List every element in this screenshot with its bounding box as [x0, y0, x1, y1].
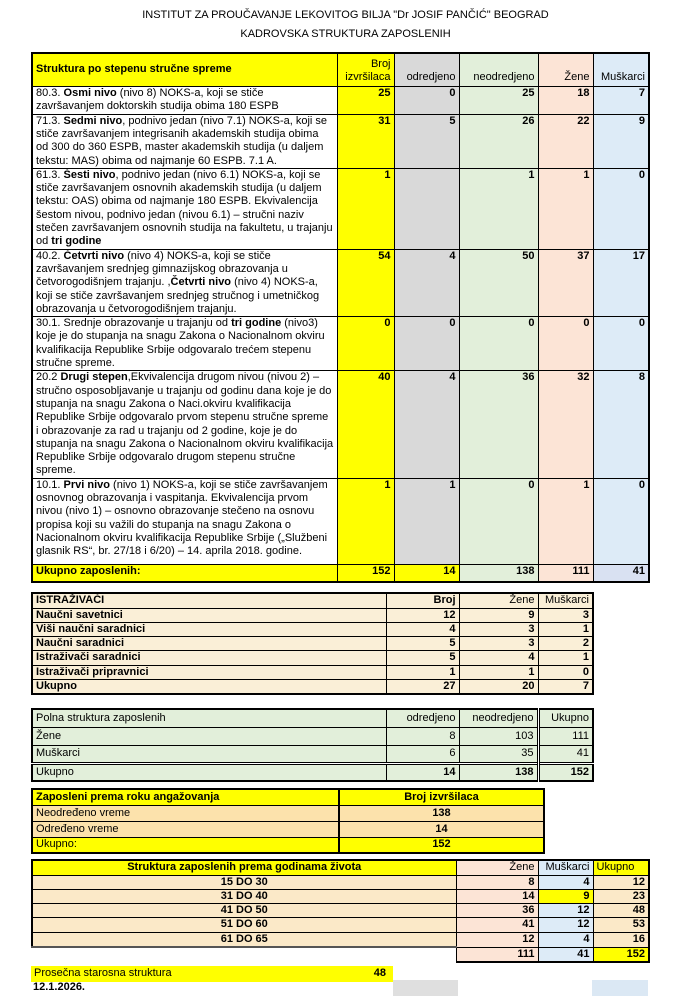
report-date: 12.1.2026.	[33, 981, 85, 993]
qualification-row	[32, 478, 649, 564]
age-label: 61 DO 65	[32, 932, 456, 947]
engagement-header-title: Zaposleni prema roku angažovanja	[32, 789, 339, 805]
engagement-value: 14	[339, 821, 544, 837]
qualification-label: 80.3. Osmi nivo (nivo 8) NOKS-a, koji se stiče završavanjem doktorskih studija obima 180 ESPB	[32, 87, 337, 115]
age-header-title: Struktura zaposlenih prema godinama života	[32, 860, 456, 875]
gender-label: Žene	[32, 727, 386, 745]
qualification-value: 0	[593, 317, 649, 371]
researchers-row	[32, 608, 593, 622]
qualification-value: 0	[394, 317, 459, 371]
age-row	[32, 904, 649, 918]
age-ukupno-value: 53	[593, 918, 649, 932]
qualification-value: 54	[337, 249, 394, 316]
age-muskarci-value: 12	[538, 918, 593, 932]
qualification-column-header: Struktura po stepenu stručne spreme	[32, 53, 337, 87]
institution-title: INSTITUT ZA PROUČAVANJE LEKOVITOG BILJA "Dr JOSIF PANČIĆ" BEOGRAD	[142, 9, 549, 21]
qualification-value	[394, 168, 459, 249]
age-muskarci-value: 4	[538, 875, 593, 889]
researchers-value: 1	[538, 622, 593, 636]
qualification-total-value: 14	[394, 564, 459, 582]
qualification-total-label: Ukupno zaposlenih:	[32, 564, 337, 582]
researchers-value: 2	[538, 637, 593, 651]
researchers-value: 5	[386, 651, 459, 665]
qualification-row	[32, 87, 649, 115]
gender-value: 8	[386, 727, 459, 745]
qualification-value: 0	[538, 317, 593, 371]
age-muskarci-value: 12	[538, 904, 593, 918]
qualification-value: 1	[538, 478, 593, 564]
qualification-value: 0	[593, 168, 649, 249]
qualification-label: 40.2. Četvrti nivo (nivo 4) NOKS-a, koji se stiče završavanjem srednjeg gimnazijskog obrazovanja u četvorogodišnjem trajanju. ,Četvrti nivo (nivo 4) NOKS-a, koji se stiče završavanjem srednjeg stručnog i umetničkog obrazovanja u četvorogodišnjem trajanju.	[32, 249, 337, 316]
qualification-column-header: neodredjeno	[459, 53, 538, 87]
gender-header-title: Polna struktura zaposlenih	[32, 709, 386, 727]
engagement-total-row	[32, 837, 544, 853]
researchers-total-value: 7	[538, 679, 593, 694]
researchers-row	[32, 622, 593, 636]
gender-total-value: 138	[459, 763, 538, 781]
qualification-value: 0	[394, 87, 459, 115]
qualification-value: 25	[337, 87, 394, 115]
researchers-label: Naučni saradnici	[32, 637, 386, 651]
age-total-ukupno: 152	[593, 947, 649, 962]
engagement-row	[32, 821, 544, 837]
gender-table-body	[32, 709, 593, 781]
qualification-value: 1	[337, 478, 394, 564]
gender-value: 103	[459, 727, 538, 745]
qualification-table-body	[32, 53, 649, 583]
average-age-bar	[31, 966, 393, 982]
age-header-muskarci: Muškarci	[538, 860, 593, 875]
qualification-row	[32, 317, 649, 371]
researchers-value: 4	[459, 651, 538, 665]
age-label: 41 DO 50	[32, 904, 456, 918]
age-ukupno-value: 12	[593, 875, 649, 889]
qualification-value: 22	[538, 114, 593, 168]
engagement-header-row	[32, 789, 544, 805]
age-row	[32, 918, 649, 932]
age-row	[32, 932, 649, 947]
engagement-table	[31, 788, 545, 854]
age-ukupno-value: 23	[593, 889, 649, 903]
gender-total-value: 152	[538, 763, 593, 781]
researchers-header-broj: Broj	[386, 593, 459, 608]
qualification-column-header: odredjeno	[394, 53, 459, 87]
age-row	[32, 889, 649, 903]
qualification-total-value: 138	[459, 564, 538, 582]
researchers-header-title: ISTRAŽIVAČI	[32, 593, 386, 608]
researchers-value: 3	[538, 608, 593, 622]
engagement-value: 138	[339, 805, 544, 821]
age-total-muskarci: 41	[538, 947, 593, 962]
age-label: 31 DO 40	[32, 889, 456, 903]
qualification-value: 25	[459, 87, 538, 115]
researchers-total-label: Ukupno	[32, 679, 386, 694]
gender-row	[32, 727, 593, 745]
age-label: 51 DO 60	[32, 918, 456, 932]
qualification-column-header: Muškarci	[593, 53, 649, 87]
qualification-total-value: 152	[337, 564, 394, 582]
engagement-row	[32, 805, 544, 821]
qualification-value: 4	[394, 249, 459, 316]
researchers-row	[32, 665, 593, 679]
gender-total-value: 14	[386, 763, 459, 781]
qualification-label: 30.1. Srednje obrazovanje u trajanju od tri godine (nivo3) koje je do stupanja na snagu Zakona o Nacionalnom okviru kvalifikacija Republike Srbije odgovaralo trećem stepenu stručne spreme.	[32, 317, 337, 371]
gender-table	[31, 708, 594, 782]
qualification-value: 36	[459, 371, 538, 478]
researchers-total-value: 27	[386, 679, 459, 694]
qualification-value: 40	[337, 371, 394, 478]
qualification-value: 0	[459, 317, 538, 371]
qualification-value: 18	[538, 87, 593, 115]
qualification-value: 37	[538, 249, 593, 316]
age-zene-value: 41	[456, 918, 538, 932]
qualification-column-header: Broj izvršilaca	[337, 53, 394, 87]
qualification-value: 0	[459, 478, 538, 564]
age-header-row	[32, 860, 649, 875]
qualification-value: 50	[459, 249, 538, 316]
researchers-value: 4	[386, 622, 459, 636]
qualification-label: 61.3. Šesti nivo, podnivo jedan (nivo 6.1) NOKS-a, koji se stiče završavanjem osnovnih akademskih studija (u daljem tekstu: OAS) obima od najmanje 180 ESPB. Ekvivalencija šestom nivou, podnivo jedan (nivou 6.1) – stručni naziv stečen završavanjem osnovnih studija na fakultetu, u trajanju od tri godine	[32, 168, 337, 249]
age-structure-table-body	[32, 860, 649, 962]
qualification-table	[31, 52, 650, 584]
qualification-value: 0	[337, 317, 394, 371]
age-structure-table	[31, 859, 650, 963]
researchers-table	[31, 592, 594, 695]
qualification-value: 1	[538, 168, 593, 249]
age-label: 15 DO 30	[32, 875, 456, 889]
age-total-blank	[32, 947, 456, 962]
researchers-label: Istraživači saradnici	[32, 651, 386, 665]
age-muskarci-value: 9	[538, 889, 593, 903]
gender-value: 41	[538, 745, 593, 763]
researchers-label: Viši naučni saradnici	[32, 622, 386, 636]
qualification-total-row	[32, 564, 649, 582]
researchers-value: 3	[459, 622, 538, 636]
age-total-zene: 111	[456, 947, 538, 962]
average-age-label: Prosečna starosna struktura	[34, 967, 172, 980]
researchers-header-row	[32, 593, 593, 608]
qualification-value: 31	[337, 114, 394, 168]
engagement-header-broj: Broj izvršilaca	[339, 789, 544, 805]
empty-blue-cell	[592, 980, 648, 996]
qualification-value: 8	[593, 371, 649, 478]
gender-total-row	[32, 763, 593, 781]
qualification-label: 10.1. Prvi nivo (nivo 1) NOKS-a, koji se stiče završavanjem osnovnog obrazovanja i vaspitanja. Ekvivalencija prvom nivou (nivo 1) – osnovno obrazovanje stečeno na osnovu propisa koji su važili do stupanja na snagu Zakona o Nacionalnom okviru kvalifikacija Republike Srbije („Službeni glasnik RS“, br. 27/18 i 6/20) – 14. aprila 2018. godine.	[32, 478, 337, 564]
researchers-value: 1	[538, 651, 593, 665]
report-header	[0, 0, 691, 42]
qualification-value: 0	[593, 478, 649, 564]
engagement-label: Određeno vreme	[32, 821, 339, 837]
qualification-total-value: 41	[593, 564, 649, 582]
qualification-value: 1	[337, 168, 394, 249]
age-total-row	[32, 947, 649, 962]
qualification-value: 1	[394, 478, 459, 564]
engagement-label: Neodređeno vreme	[32, 805, 339, 821]
engagement-total-value: 152	[339, 837, 544, 853]
researchers-value: 3	[459, 637, 538, 651]
age-zene-value: 36	[456, 904, 538, 918]
engagement-total-label: Ukupno:	[32, 837, 339, 853]
age-zene-value: 12	[456, 932, 538, 947]
age-ukupno-value: 16	[593, 932, 649, 947]
qualification-value: 17	[593, 249, 649, 316]
researchers-value: 9	[459, 608, 538, 622]
qualification-column-header: Žene	[538, 53, 593, 87]
gender-row	[32, 745, 593, 763]
gender-value: 6	[386, 745, 459, 763]
average-age-value: 48	[373, 967, 386, 980]
qualification-header-row	[32, 53, 649, 87]
gender-value: 35	[459, 745, 538, 763]
researchers-total-row	[32, 679, 593, 694]
qualification-value: 1	[459, 168, 538, 249]
researchers-label: Istraživači pripravnici	[32, 665, 386, 679]
gender-label: Muškarci	[32, 745, 386, 763]
gender-header-neodredjeno: neodredjeno	[459, 709, 538, 727]
age-muskarci-value: 4	[538, 932, 593, 947]
qualification-label: 71.3. Sedmi nivo, podnivo jedan (nivo 7.1) NOKS-a, koji se stiče završavanjem integrisanih akademskih studija obima od 300 do 360 ESPB, master akademskih studija (u daljem tekstu: MAS) obima od najmanje 60 ESPB. 7.1 A.	[32, 114, 337, 168]
qualification-label: 20.2 Drugi stepen,Ekvivalencija drugom nivou (nivou 2) – stručno osposobljavanje u trajanju od godinu dana koje je do stupanja na snagu Zakona o Naci.okviru kvalifikacija Republike Srbije odgovaralo prvom stepenu stručne spreme i obrazovanje za rad u trajanju od 2 godine, koje je do stupanja na snagu Zakona o Nacionalnom okviru kvalifikacija Republike Srbije odgovaralo drugom stepenu stručne spreme.	[32, 371, 337, 478]
researchers-value: 1	[459, 665, 538, 679]
researchers-label: Naučni savetnici	[32, 608, 386, 622]
gender-header-row	[32, 709, 593, 727]
qualification-total-value: 111	[538, 564, 593, 582]
gender-total-label: Ukupno	[32, 763, 386, 781]
researchers-row	[32, 637, 593, 651]
researchers-row	[32, 651, 593, 665]
age-header-ukupno: Ukupno	[593, 860, 649, 875]
qualification-row	[32, 249, 649, 316]
researchers-value: 1	[386, 665, 459, 679]
gender-header-ukupno: Ukupno	[538, 709, 593, 727]
age-row	[32, 875, 649, 889]
gender-value: 111	[538, 727, 593, 745]
qualification-row	[32, 168, 649, 249]
report-subtitle: KADROVSKA STRUKTURA ZAPOSLENIH	[240, 28, 451, 41]
qualification-row	[32, 371, 649, 478]
engagement-table-body	[32, 789, 544, 853]
age-zene-value: 8	[456, 875, 538, 889]
qualification-value: 5	[394, 114, 459, 168]
researchers-value: 12	[386, 608, 459, 622]
qualification-value: 7	[593, 87, 649, 115]
empty-gray-cell	[393, 980, 458, 996]
qualification-value: 32	[538, 371, 593, 478]
qualification-value: 26	[459, 114, 538, 168]
qualification-value: 9	[593, 114, 649, 168]
qualification-value: 4	[394, 371, 459, 478]
age-ukupno-value: 48	[593, 904, 649, 918]
researchers-header-zene: Žene	[459, 593, 538, 608]
qualification-row	[32, 114, 649, 168]
researchers-header-muskarci: Muškarci	[538, 593, 593, 608]
researchers-total-value: 20	[459, 679, 538, 694]
age-header-zene: Žene	[456, 860, 538, 875]
researchers-table-body	[32, 593, 593, 694]
researchers-value: 5	[386, 637, 459, 651]
gender-header-odredjeno: odredjeno	[386, 709, 459, 727]
age-zene-value: 14	[456, 889, 538, 903]
researchers-value: 0	[538, 665, 593, 679]
